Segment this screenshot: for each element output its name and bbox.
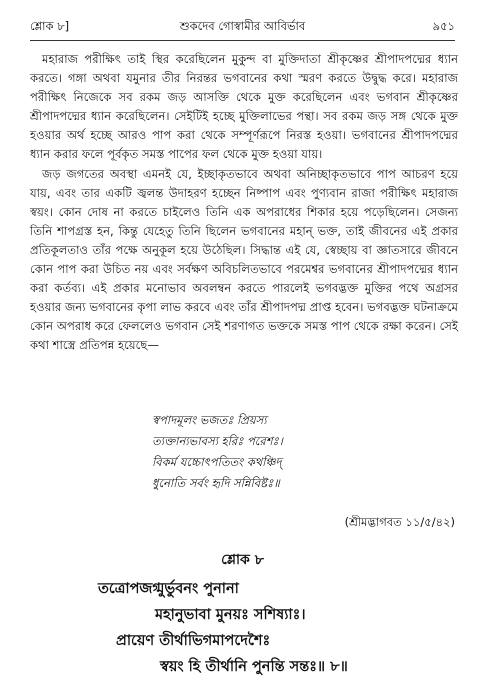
verse-citation: (শ্রীমদ্ভাগবত ১১/৫/৪২)	[344, 515, 455, 529]
shloka-line: মহানুভাবা মুনয়ঃ সশিষ্যাঃ।	[155, 607, 306, 623]
shloka-heading: শ্লোক ৮	[221, 552, 264, 568]
verse-line: বিকর্ম যচ্চোৎপতিতং কথঞ্চিদ্	[152, 455, 282, 469]
shloka-line: প্রায়েণ তীর্থাভিগমাপদেশৈঃ	[116, 633, 271, 649]
verse-line: স্বপাদমূলং ভজতঃ প্রিয়স্য	[152, 413, 267, 427]
shloka-line: তত্রোপজগ্মুর্ভুবনং পুনানা	[98, 581, 239, 597]
verse-line: ত্যক্তান্যভাবস্য হরিঃ পরেশঃ।	[152, 434, 283, 448]
header-rule	[30, 40, 455, 41]
paragraph-2: জড় জগতের অবস্থা এমনই যে, ইচ্ছাকৃতভাবে অথবা অনিচ্ছাকৃতভাবে পাপ আচরণ হয়ে যায়, এবং তার একটি জ্বলন্ত উদাহরণ হচ্ছেন নিষ্পাপ এবং পুণ্যবান রাজা পরীক্ষিৎ মহারাজ স্বয়ং। কোন দোষ না করতে চাইলেও তিনি এক অপরাধের শিকার হয়ে পড়েছিলেন। সেজন্য তিনি শাপগ্রস্ত হন, কিন্তু যেহেতু তিনি ছিলেন ভগবানের মহান্ ভক্ত, তাই জীবনের এই প্রকার প্রতিকূলতাও তাঁর পক্ষে অনুকূল হয়ে উঠেছিল। সিদ্ধান্ত এই যে, স্বেচ্ছায় বা জ্ঞাতসারে জীবনে কোন পাপ করা উচিত নয় এবং সর্বক্ষণ অবিচলিতভাবে পরমেশ্বর ভগবানের শ্রীপাদপদ্মের ধ্যান করা কর্তব্য। এই প্রকার মনোভাব অবলম্বন করতে পারলেই ভগবদ্ভক্ত মুক্তির পথে অগ্রসর হওয়ার জন্য ভগবানের কৃপা লাভ করবে এবং তাঁর শ্রীপাদপদ্ম প্রাপ্ত হবেন। ভগবদ্ভক্ত ঘটনাক্রমে কোন অপরাধ করে ফেললেও ভগবান সেই শরণাগত ভক্তকে সমস্ত পাপ থেকে রক্ষা করেন। সেই কথা শাস্ত্রে প্রতিপন্ন হয়েছে—	[30, 166, 458, 353]
header-chapter-title: শুকদেব গোস্বামীর আবির্ভাব	[179, 19, 306, 33]
running-header	[30, 18, 455, 38]
verse-line: ধুনোতি সর্বং হৃদি সন্নিবিষ্টঃ॥	[152, 476, 280, 490]
purport-text	[30, 50, 458, 356]
paragraph-1: মহারাজ পরীক্ষিৎ তাই স্থির করেছিলেন মুকুন্দ বা মুক্তিদাতা শ্রীকৃষ্ণের শ্রীপাদপদ্মের ধ্যান করতে। গঙ্গা অথবা যমুনার তীর নিরন্তর ভগবানের কথা স্মরণ করতে উদ্বুদ্ধ করে। মহারাজ পরীক্ষিৎ নিজেকে সব রকম জড় আসক্তি থেকে মুক্ত করেছিলেন এবং ভগবান শ্রীকৃষ্ণের শ্রীপাদপদ্মের ধ্যান করেছিলেন। সেইটিই হচ্ছে মুক্তিলাভের পন্থা। সব রকম জড় সঙ্গ থেকে মুক্ত হওয়ার অর্থ হচ্ছে আরও পাপ করা থেকে সম্পূর্ণরূপে নিরস্ত হওয়া। ভগবানের শ্রীপাদপদ্মের ধ্যান করার ফলে পূর্বকৃত সমস্ত পাপের ফল থেকে মুক্ত হওয়া যায়।	[30, 52, 458, 162]
header-shloka-ref: শ্লোক ৮]	[30, 19, 70, 33]
quoted-verse	[152, 410, 283, 494]
shloka-line: স্বয়ং হি তীর্থানি পুনন্তি সন্তঃ॥ ৮॥	[160, 659, 348, 675]
header-page-number: ৯৫১	[432, 19, 455, 33]
